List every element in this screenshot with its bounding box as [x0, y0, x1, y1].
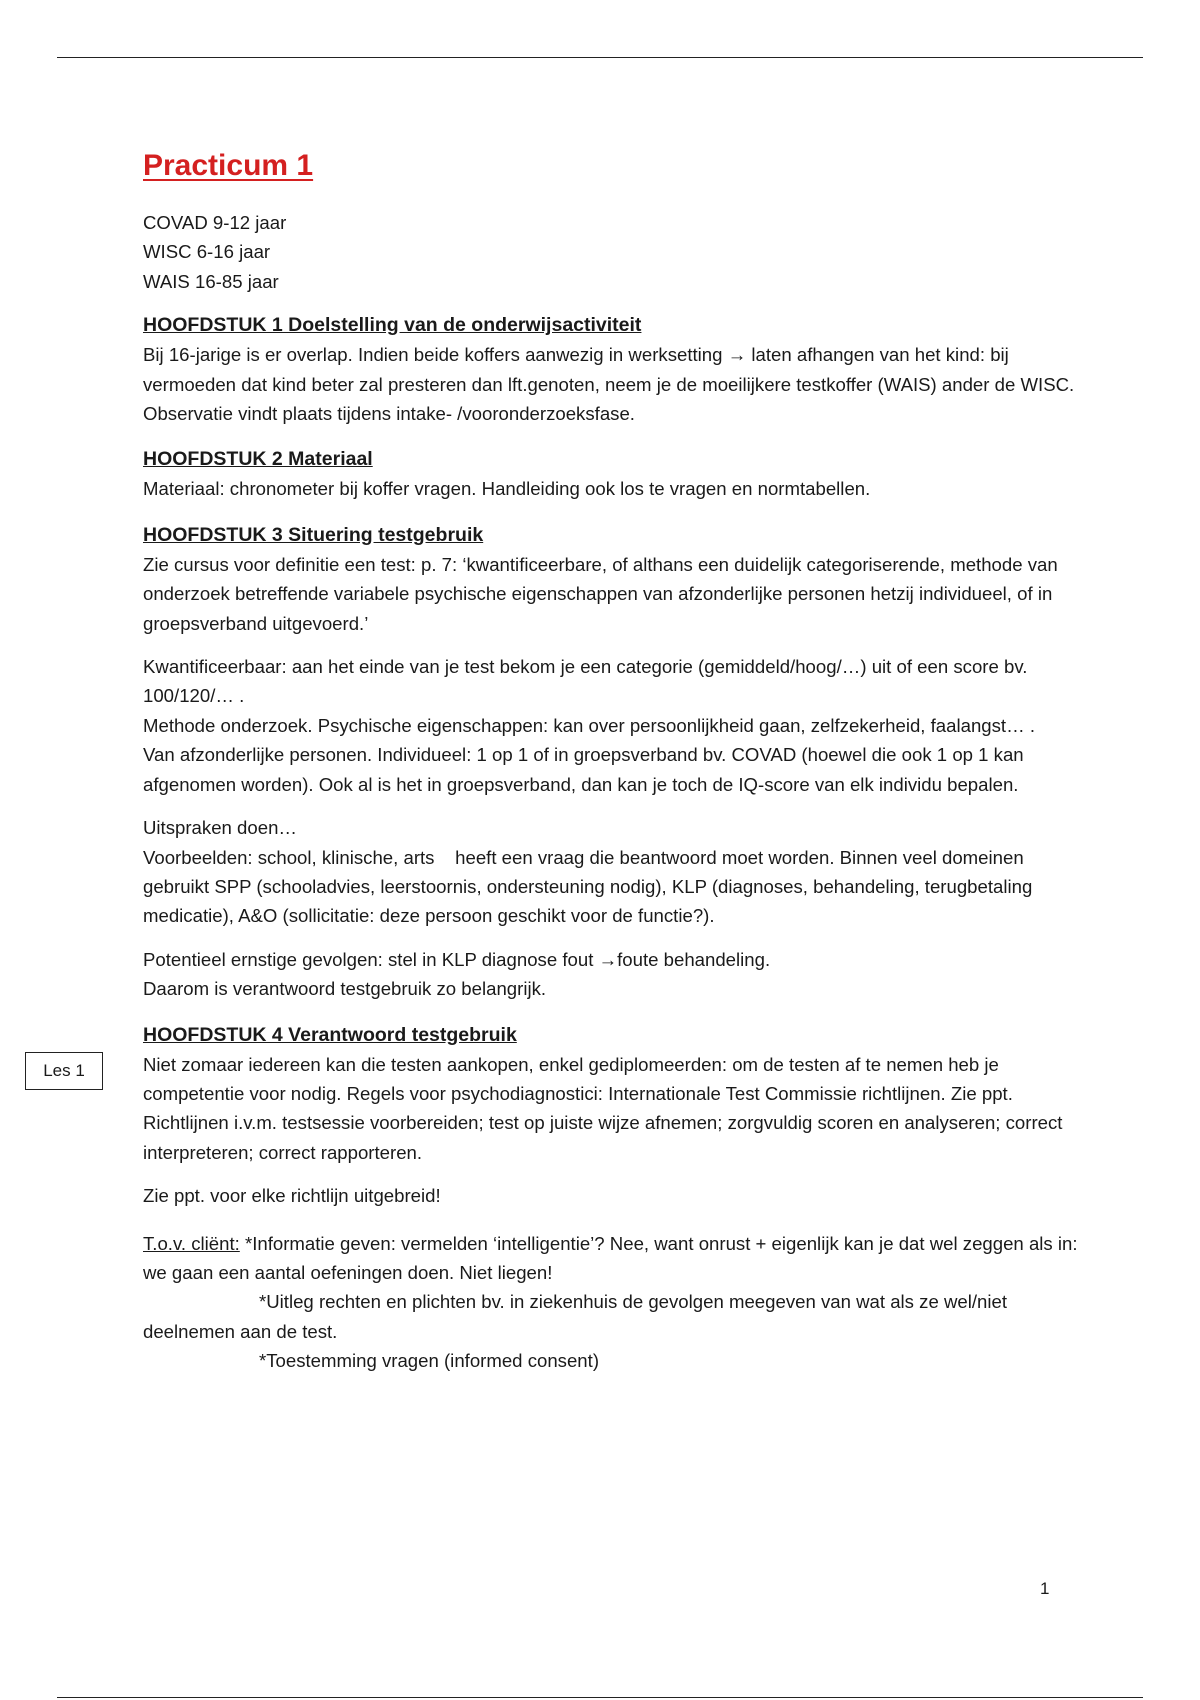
- age-line-wisc: WISC 6-16 jaar: [143, 241, 271, 263]
- page-number: 1: [1040, 1579, 1050, 1598]
- chapter-3-heading: HOOFDSTUK 3 Situering testgebruik: [143, 523, 484, 546]
- chapter-2-heading: HOOFDSTUK 2 Materiaal: [143, 448, 373, 471]
- chapter-4-see-ppt: Zie ppt. voor elke richtlijn uitgebreid!: [143, 1185, 441, 1207]
- chapter-2-paragraph: Materiaal: chronometer bij koffer vragen. Handleiding ook los te vragen en normtabellen.: [143, 478, 871, 500]
- client-rights-text: *Uitleg rechten en plichten bv. in ziekenhuis de gevolgen meegeven van wat als ze wel/niet deelnemen aan de test.: [143, 1291, 1007, 1342]
- chapter-3-conclusion: Daarom is verantwoord testgebruik zo belangrijk.: [143, 978, 547, 1000]
- chapter-1-paragraph: Bij 16-jarige is er overlap. Indien beide koffers aanwezig in werksetting → laten afhangen van het kind: bij vermoeden dat kind beter zal presteren dan lft.genoten, neem je de moeilijkere testkoffer (WAIS) ander de WISC.: [143, 344, 1075, 395]
- client-information: *Informatie geven: vermelden ‘intelligentie’? Nee, want onrust + eigenlijk kan je dat wel zeggen als in: we gaan een aantal oefeningen doen. Niet liegen!: [143, 1232, 1078, 1283]
- client-rights: [143, 1287, 1083, 1346]
- chapter-3-definition: Zie cursus voor definitie een test: p. 7: ‘kwantificeerbare, of althans een duidelijk categoriserende, methode van onderzoek betreffende variabele psychische eigenschappen van afzonderlijke personen hetzij individueel, of in groepsverband uitgevoerd.’: [143, 553, 1058, 634]
- age-line-wais: WAIS 16-85 jaar: [143, 270, 279, 292]
- document-body: [143, 146, 1083, 1376]
- margin-note-lesson: Les 1: [25, 1052, 103, 1090]
- age-line-covad: COVAD 9-12 jaar: [143, 212, 287, 233]
- age-ranges: [143, 208, 1083, 296]
- document-title: Practicum 1: [143, 149, 314, 182]
- chapter-3-individuals: Van afzonderlijke personen. Individueel: 1 op 1 of in groepsverband bv. COVAD (hoewel die ook 1 op 1 kan afgenomen worden). Ook al is het in groepsverband, dan kan je toch de IQ-score van elk individu bepalen.: [143, 744, 1024, 795]
- chapter-1-heading: HOOFDSTUK 1 Doelstelling van de onderwijsactiviteit: [143, 314, 642, 337]
- chapter-4-paragraph: Niet zomaar iedereen kan die testen aankopen, enkel gediplomeerden: om de testen af te nemen heb je competentie voor nodig. Regels voor psychodiagnostici: Internationale Test Commissie richtlijnen. Zie ppt.: [143, 1053, 1013, 1104]
- chapter-3-quantifiable: Kwantificeerbaar: aan het einde van je test bekom je een categorie (gemiddeld/hoog/…) uit of een score bv. 100/120/… .: [143, 656, 1028, 707]
- chapter-3-examples: Voorbeelden: school, klinische, arts heeft een vraag die beantwoord moet worden. Binnen veel domeinen gebruikt SPP (schooladvies, leerstoornis, ondersteuning nodig), KLP (diagnoses, behandeling, terugbetaling medicatie), A&O (sollicitatie: deze persoon geschikt voor de functie?).: [143, 846, 1038, 927]
- chapter-3-method: Methode onderzoek. Psychische eigenschappen: kan over persoonlijkheid gaan, zelfzekerheid, faalangst… .: [143, 714, 1036, 736]
- chapter-3-statements: Uitspraken doen…: [143, 817, 297, 839]
- client-paragraph: [143, 1229, 1083, 1288]
- chapter-1-observation: Observatie vindt plaats tijdens intake- /vooronderzoeksfase.: [143, 403, 635, 425]
- header-rule: [57, 57, 1143, 58]
- client-label: T.o.v. cliënt:: [143, 1232, 240, 1254]
- client-consent: *Toestemming vragen (informed consent): [259, 1350, 600, 1372]
- chapter-3-consequences: Potentieel ernstige gevolgen: stel in KLP diagnose fout →foute behandeling.: [143, 948, 771, 970]
- chapter-4-heading: HOOFDSTUK 4 Verantwoord testgebruik: [143, 1023, 517, 1046]
- footer-rule: [57, 1697, 1143, 1698]
- chapter-4-guidelines: Richtlijnen i.v.m. testsessie voorbereiden; test op juiste wijze afnemen; zorgvuldig scoren en analyseren; correct interpreteren; correct rapporteren.: [143, 1112, 1063, 1163]
